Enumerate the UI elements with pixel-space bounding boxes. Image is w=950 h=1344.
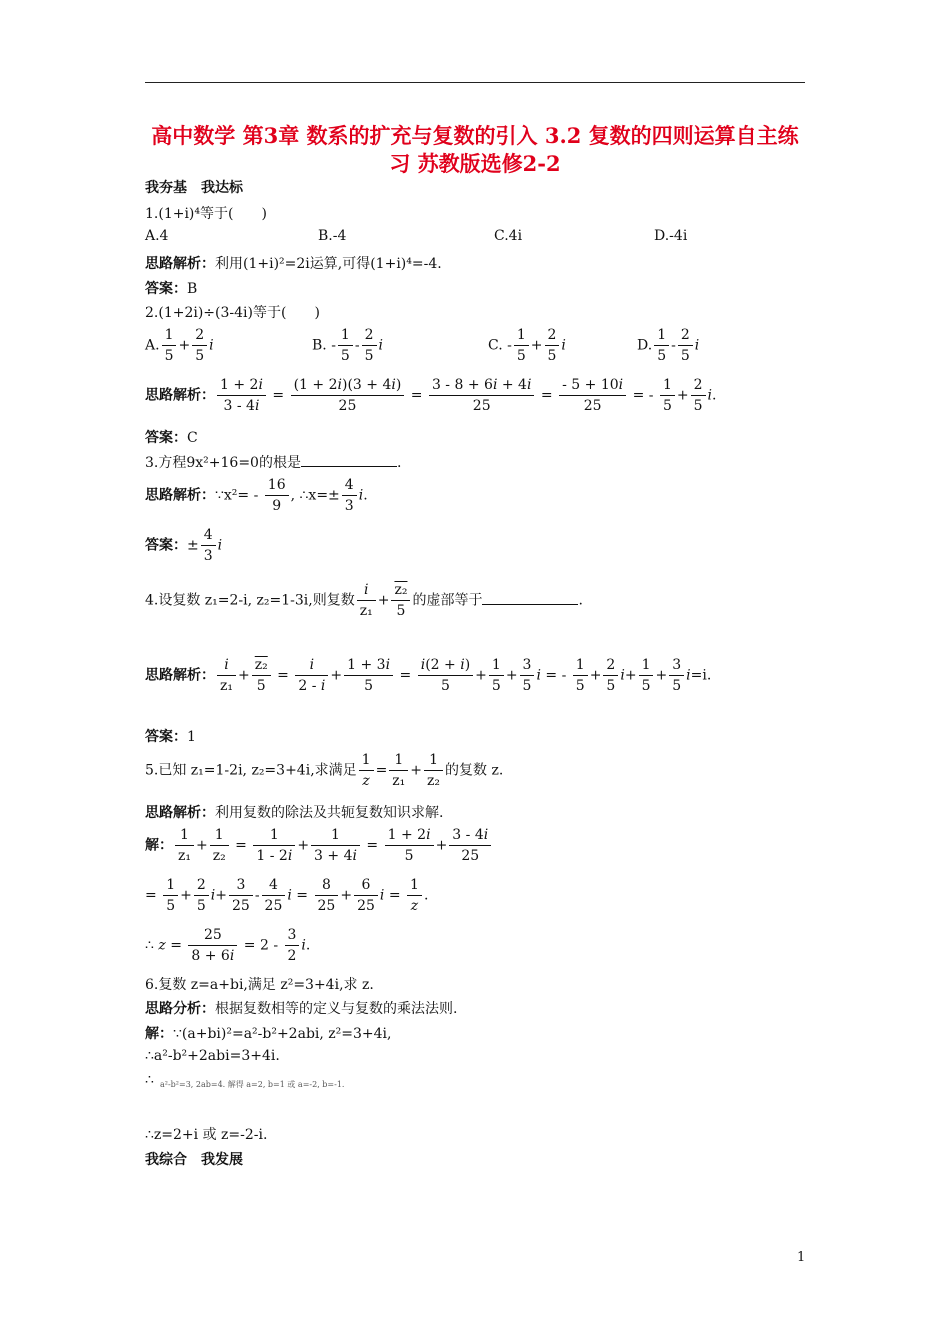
q1-option-c: C.4i bbox=[494, 228, 523, 244]
q6-solve-2: ∴a²-b²+2abi=3+4i. bbox=[145, 1048, 280, 1064]
q2-option-b: B. - $\frac{1}{5}$ - $\frac{2}{5}$ i bbox=[312, 327, 383, 364]
q4-analysis: 思路解析： $\frac{i}{\text{z₁}}$ + $\frac{\text{z₂}}{5}$ = $\frac{i}{2 - i}$ + $\frac{1 + 3i}{5}$ = $\frac{i(2 + i)}{5}$ + $\frac{1}{5}$ + $\frac{3}{5}$ i = - $\frac{1}{5}$ + $\frac{2}{5}$ i+ $\frac{1}{5}$ + $\frac{3}{5}$ i=i. bbox=[145, 657, 712, 694]
q6-analysis: 思路分析：根据复数相等的定义与复数的乘法法则. bbox=[145, 1001, 458, 1017]
q2-option-d: D. $\frac{1}{5}$ - $\frac{2}{5}$ i bbox=[637, 327, 700, 364]
section-heading: 我夯基 我达标 bbox=[145, 180, 243, 196]
page-title: 高中数学 第3章 数系的扩充与复数的引入 3.2 复数的四则运算自主练习 苏教版选修2-2 bbox=[151, 123, 799, 176]
header-rule bbox=[145, 82, 805, 83]
q1-option-b: B.-4 bbox=[318, 228, 347, 244]
q2-option-a: A. $\frac{1}{5}$ + $\frac{2}{5}$ i bbox=[145, 327, 214, 364]
q2-answer: 答案：C bbox=[145, 430, 198, 446]
q3-answer: 答案：± $\frac{4}{3}$ i bbox=[145, 527, 223, 564]
q3-analysis: 思路解析：∵x²= - $\frac{16}{9}$ , ∴x=± $\frac{4}{3}$ i. bbox=[145, 477, 368, 514]
q2-analysis: 思路解析： $\frac{1 + 2i}{3 - 4i}$ = $\frac{(1 + 2i)(3 + 4i)}{25}$ = $\frac{3 - 8 + 6i + 4i}{25}$ = $\frac{- 5 + 10i}{25}$ = - $\frac{1}{5}$ + $\frac{2}{5}$ i. bbox=[145, 377, 717, 414]
q4-answer: 答案：1 bbox=[145, 729, 196, 745]
q1-option-d: D.-4i bbox=[654, 228, 688, 244]
q6-stem: 6.复数 z=a+bi,满足 z²=3+4i,求 z. bbox=[145, 977, 374, 993]
q1-analysis: 思路解析：利用(1+i)²=2i运算,可得(1+i)⁴=-4. bbox=[145, 256, 442, 272]
q3-stem: 3.方程9x²+16=0的根是 . bbox=[145, 455, 402, 471]
q2-option-c: C. - $\frac{1}{5}$ + $\frac{2}{5}$ i bbox=[488, 327, 566, 364]
q5-solve-2: = $\frac{1}{5}$ + $\frac{2}{5}$ i+ $\frac{3}{25}$ - $\frac{4}{25}$ i = $\frac{8}{25}$ + $\frac{6}{25}$ i = $\frac{1}{z}$ . bbox=[145, 877, 429, 914]
q6-solve-4: ∴z=2+i 或 z=-2-i. bbox=[145, 1127, 268, 1143]
page-number: 1 bbox=[797, 1250, 806, 1265]
q1-answer: 答案：B bbox=[145, 281, 198, 297]
q6-solve-1: 解：∵(a+bi)²=a²-b²+2abi, z²=3+4i, bbox=[145, 1026, 392, 1042]
q6-solve-3: ∴ bbox=[145, 1072, 154, 1088]
answer-blank bbox=[301, 454, 397, 467]
q5-stem: 5.已知 z₁=1-2i, z₂=3+4i,求满足 $\frac{1}{z}$ = $\frac{1}{\text{z₁}}$ + $\frac{1}{\text{z₂}}$ 的复数 z. bbox=[145, 752, 504, 789]
q1-stem: 1.(1+i)⁴等于( ) bbox=[145, 206, 267, 222]
equation-system: a²-b²=3, 2ab=4. 解得 a=2, b=1 或 a=-2, b=-1. bbox=[160, 1080, 345, 1089]
q4-stem: 4.设复数 z₁=2-i, z₂=1-3i,则复数 $\frac{i}{\text{z₁}}$ + $\frac{\text{z₂}}{5}$ 的虚部等于 . bbox=[145, 582, 583, 619]
answer-blank bbox=[482, 592, 578, 605]
q2-stem: 2.(1+2i)÷(3-4i)等于( ) bbox=[145, 305, 320, 321]
section-heading: 我综合 我发展 bbox=[145, 1152, 243, 1168]
q1-option-a: A.4 bbox=[145, 228, 169, 244]
q5-solve-1: 解： $\frac{1}{\text{z₁}}$ + $\frac{1}{\text{z₂}}$ = $\frac{1}{1 - 2i}$ + $\frac{1}{3 + 4i}$ = $\frac{1 + 2i}{5}$ + $\frac{3 - 4i}{25}$ bbox=[145, 825, 493, 866]
q5-solve-3: ∴ z = $\frac{25}{8 + 6i}$ = 2 - $\frac{3}{2}$ i. bbox=[145, 927, 311, 964]
q5-analysis: 思路解析：利用复数的除法及共轭复数知识求解. bbox=[145, 805, 444, 821]
